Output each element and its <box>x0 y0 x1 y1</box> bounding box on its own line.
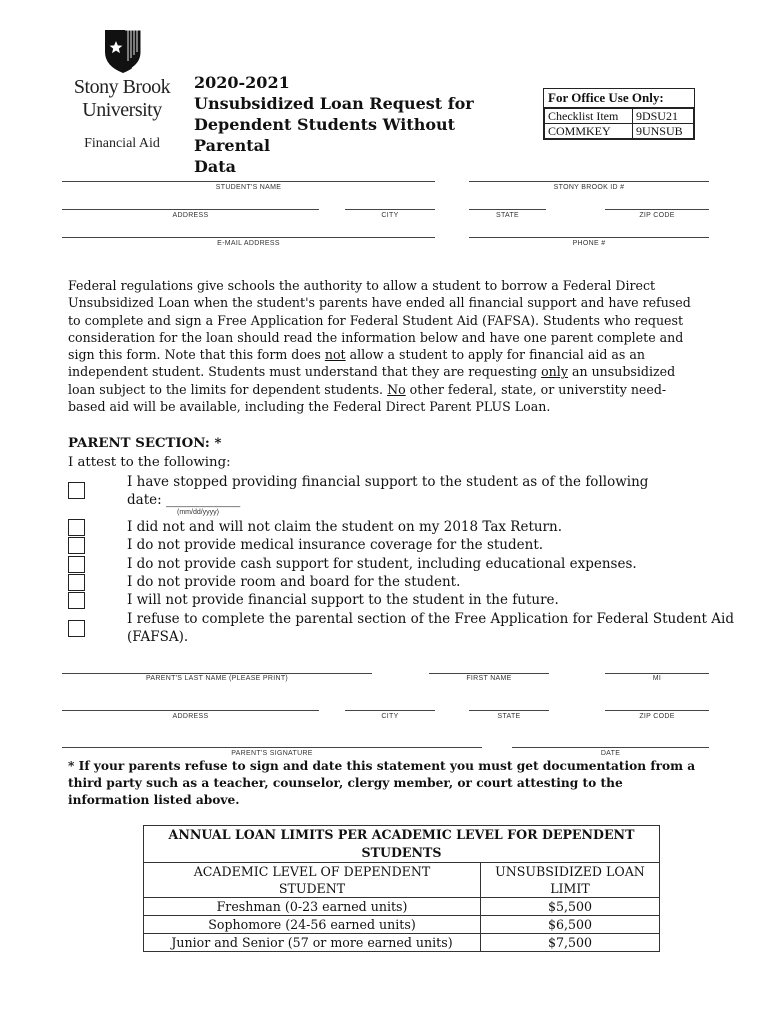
table-title: ANNUAL LOAN LIMITS PER ACADEMIC LEVEL FOR DEPENDENT STUDENTS <box>144 826 660 863</box>
table-title-row <box>144 826 660 863</box>
logo-line-1: Stony Brook <box>73 76 171 98</box>
item-refuse-fafsa: I refuse to complete the parental section of the Free Application for Federal Student Aid <box>127 611 734 627</box>
item-stopped-support-date[interactable]: date: ___________ <box>127 492 241 508</box>
logo-line-2: University <box>82 99 162 121</box>
student-email-label: E-MAIL ADDRESS <box>217 240 280 247</box>
checkbox-stopped-support[interactable] <box>68 482 85 499</box>
table-row <box>144 916 660 934</box>
title-line-1: Unsubsidized Loan Request for <box>194 94 474 113</box>
item-medical-insurance: I do not provide medical insurance coverage for the student. <box>127 537 544 553</box>
office-value: 9DSU21 <box>632 109 693 124</box>
item-refuse-fafsa-cont: (FAFSA). <box>127 629 189 645</box>
parent-date-field[interactable] <box>512 747 709 748</box>
intro-emphasis-not: not <box>324 347 346 363</box>
student-name-field[interactable] <box>62 181 435 182</box>
parent-state-label: STATE <box>497 713 521 720</box>
student-id-field[interactable] <box>469 181 709 182</box>
limit-cell: $5,500 <box>481 898 660 916</box>
attest-intro: I attest to the following: <box>68 455 231 470</box>
level-cell: Junior and Senior (57 or more earned units) <box>144 934 481 952</box>
office-row <box>545 109 694 124</box>
footnote: * If your parents refuse to sign and date this statement you must get documentation from a third party such as a teacher, counselor, clergy member, or court attesting to the information listed above. <box>68 759 696 807</box>
student-id-label: STONY BROOK ID # <box>553 184 625 191</box>
parent-city-label: CITY <box>381 713 399 720</box>
col2-header: UNSUBSIDIZED LOAN LIMIT <box>481 863 660 898</box>
parent-first-name-label: FIRST NAME <box>466 675 512 682</box>
parent-zip-label: ZIP CODE <box>639 713 675 720</box>
item-future-support: I will not provide financial support to the student in the future. <box>127 592 559 608</box>
student-phone-field[interactable] <box>469 237 709 238</box>
table-row <box>144 898 660 916</box>
student-zip-field[interactable] <box>605 209 709 210</box>
student-address-field[interactable] <box>62 209 319 210</box>
loan-limits-table <box>143 825 660 952</box>
office-row <box>545 124 694 139</box>
parent-signature-label: PARENT'S SIGNATURE <box>231 750 313 757</box>
checkbox-cash-support[interactable] <box>68 556 85 573</box>
academic-year: 2020-2021 <box>194 73 290 92</box>
checkbox-future-support[interactable] <box>68 592 85 609</box>
parent-last-name-label: PARENT'S LAST NAME (PLEASE PRINT) <box>145 675 289 682</box>
student-state-label: STATE <box>495 212 520 219</box>
parent-last-name-field[interactable] <box>62 673 372 674</box>
student-city-field[interactable] <box>345 209 435 210</box>
table-header-row <box>144 863 660 898</box>
intro-text-4: other federal, state, or universtity need-based aid will be available, including the Federal Direct Parent PLUS Loan. <box>68 381 667 415</box>
student-address-label: ADDRESS <box>172 212 209 219</box>
intro-text-2: allow a student to apply for financial aid as an independent student. Students must understand that they are requesting <box>68 347 646 380</box>
parent-zip-field[interactable] <box>605 710 709 711</box>
parent-mi-field[interactable] <box>605 673 709 674</box>
office-use-heading: For Office Use Only: <box>544 89 694 108</box>
level-cell: Freshman (0-23 earned units) <box>144 898 481 916</box>
intro-emphasis-only: only <box>541 364 568 380</box>
parent-city-field[interactable] <box>345 710 435 711</box>
item-room-board: I do not provide room and board for the student. <box>127 574 461 590</box>
limit-cell: $7,500 <box>481 934 660 952</box>
item-tax-return: I did not and will not claim the student on my 2018 Tax Return. <box>127 519 562 535</box>
student-zip-label: ZIP CODE <box>639 212 675 219</box>
office-use-box <box>543 88 695 140</box>
col1-header: ACADEMIC LEVEL OF DEPENDENT STUDENT <box>144 863 481 898</box>
checkbox-tax-return[interactable] <box>68 519 85 536</box>
shield-star-icon <box>102 28 144 74</box>
item-stopped-support: I have stopped providing financial support to the student as of the following <box>127 474 649 490</box>
student-phone-label: PHONE # <box>572 240 606 247</box>
date-format-hint: (mm/dd/yyyy) <box>177 509 219 516</box>
office-label: COMMKEY <box>545 124 633 139</box>
intro-text-3: an unsubsidized loan subject to the limits for dependent students. <box>68 364 676 397</box>
parent-state-field[interactable] <box>469 710 549 711</box>
student-email-field[interactable] <box>62 237 435 238</box>
parent-first-name-field[interactable] <box>429 673 549 674</box>
student-city-label: CITY <box>381 212 399 219</box>
parent-date-label: DATE <box>600 750 621 757</box>
university-logo <box>62 28 182 158</box>
student-name-label: STUDENT'S NAME <box>215 184 282 191</box>
level-cell: Sophomore (24-56 earned units) <box>144 916 481 934</box>
intro-paragraph <box>68 277 698 415</box>
parent-address-label: ADDRESS <box>172 713 209 720</box>
student-state-field[interactable] <box>469 209 546 210</box>
limit-cell: $6,500 <box>481 916 660 934</box>
checkbox-room-board[interactable] <box>68 574 85 591</box>
title-line-3: Data <box>194 157 236 176</box>
item-cash-support: I do not provide cash support for student, including educational expenses. <box>127 556 637 572</box>
checkbox-refuse-fafsa[interactable] <box>68 620 85 637</box>
checkbox-medical-insurance[interactable] <box>68 537 85 554</box>
parent-section-heading: PARENT SECTION: * <box>68 436 222 451</box>
form-title <box>194 72 514 177</box>
parent-signature-field[interactable] <box>62 747 482 748</box>
title-line-2: Dependent Students Without Parental <box>194 115 456 155</box>
parent-mi-label: MI <box>652 675 662 682</box>
logo-line-3: Financial Aid <box>84 136 160 151</box>
intro-text-1: Federal regulations give schools the authority to allow a student to borrow a Federal Direct Unsubsidized Loan when the student's parents have ended all financial support and have refused to complete and sign a Free Application for Federal Student Aid (FAFSA). Students who request consideration for the loan should read the information below and have one parent complete and sign this form. Note that this form does <box>68 278 691 363</box>
office-value: 9UNSUB <box>632 124 693 139</box>
parent-address-field[interactable] <box>62 710 319 711</box>
intro-emphasis-no: No <box>387 381 406 397</box>
table-row <box>144 934 660 952</box>
office-label: Checklist Item <box>545 109 633 124</box>
